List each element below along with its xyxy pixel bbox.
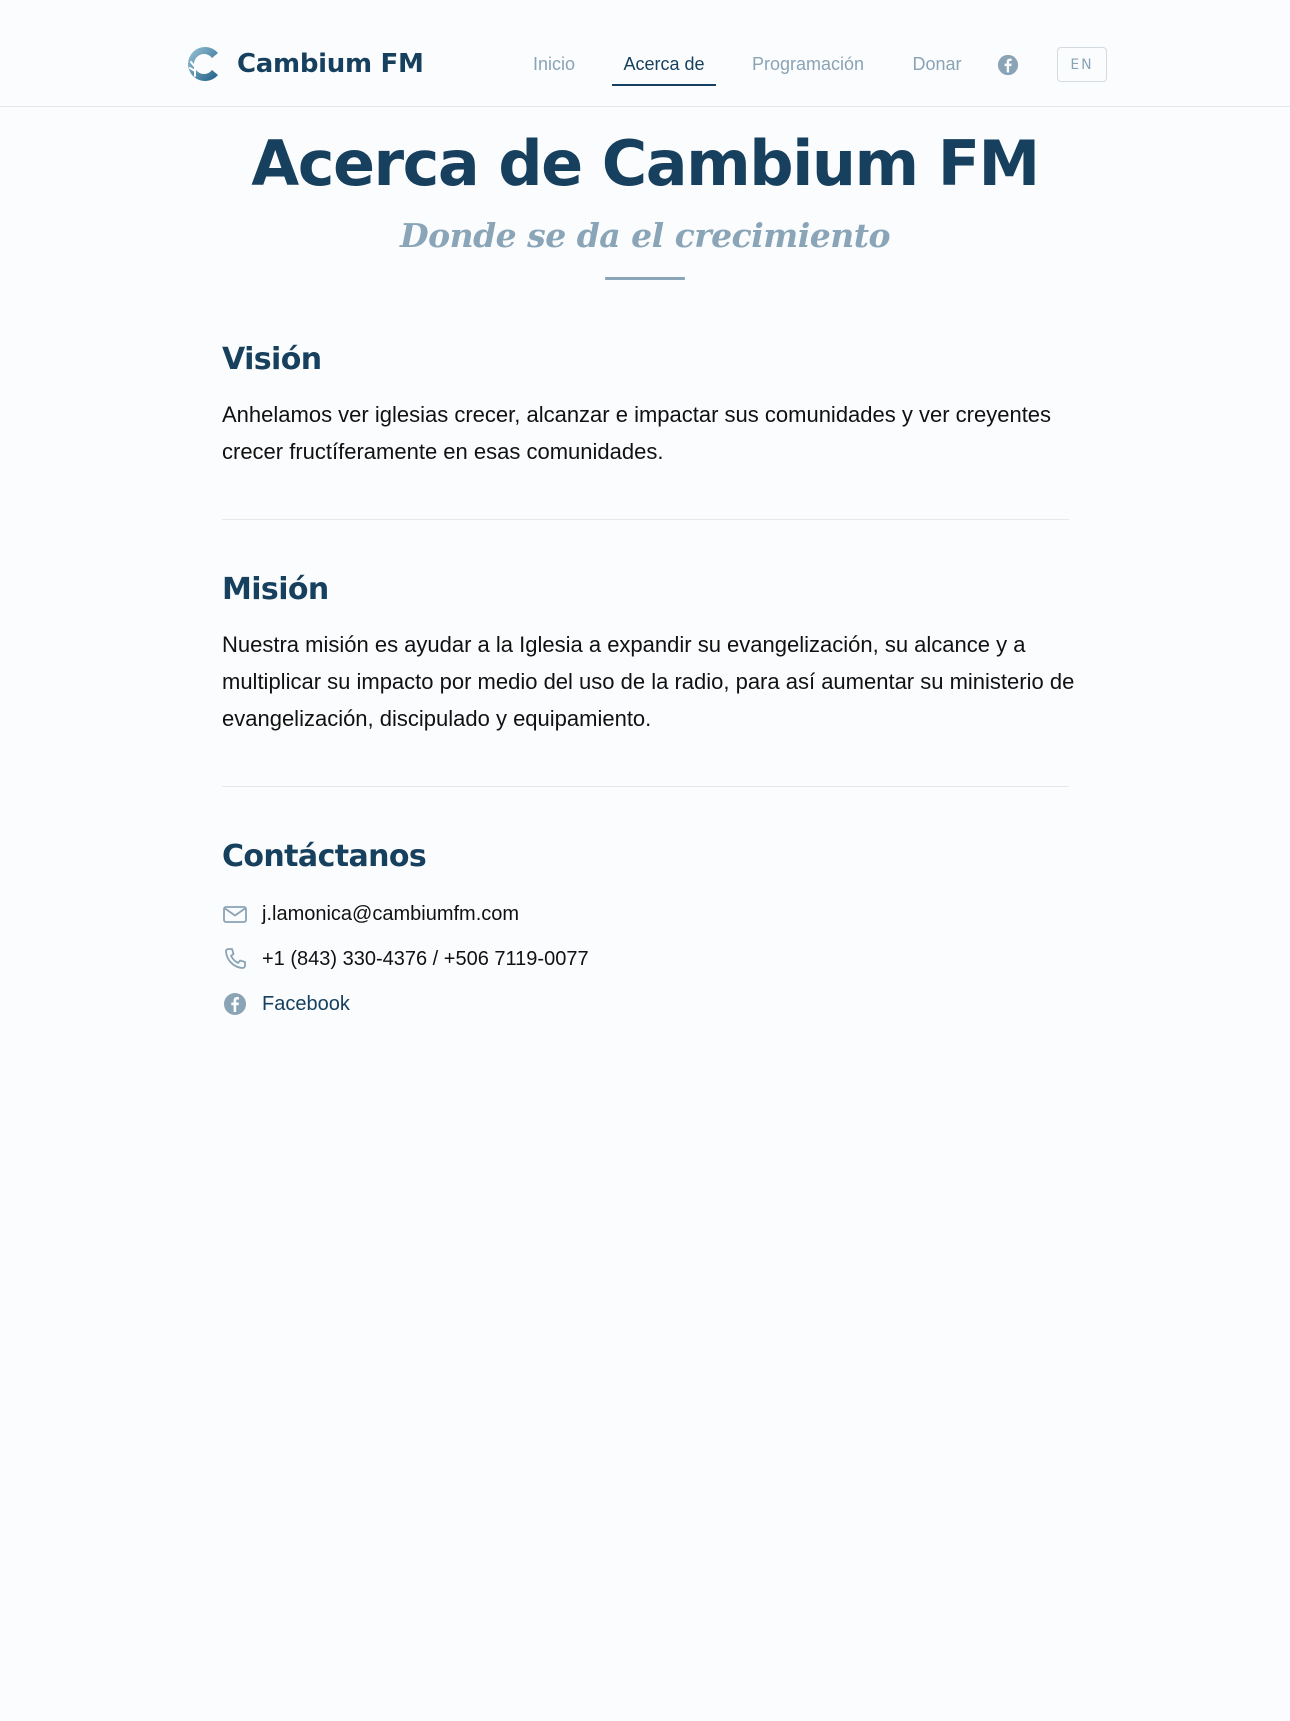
contact-phone-row — [222, 943, 589, 975]
contact-email[interactable]: j.lamonica@cambiumfm.com — [262, 902, 520, 925]
vision-text: Anhelamos ver iglesias crecer, alcanzar e impactar sus comunidades y ver creyentes crecer fructíferamente en esas comunidades. — [222, 402, 1052, 464]
language-toggle-button[interactable]: EN — [1057, 47, 1107, 82]
facebook-icon[interactable] — [997, 54, 1019, 76]
site-header — [0, 0, 1290, 107]
contact-facebook-row — [222, 988, 350, 1020]
page-subtitle: Donde se da el crecimiento — [399, 216, 890, 255]
page-title: Acerca de Cambium FM — [251, 127, 1039, 200]
nav-item-donar[interactable]: Donar — [912, 54, 962, 74]
brand-name: Cambium FM — [237, 49, 424, 79]
phone-icon — [222, 946, 248, 972]
section-divider — [222, 786, 1069, 787]
nav-item-acerca-de[interactable]: Acerca de — [612, 44, 716, 86]
facebook-icon — [222, 991, 248, 1017]
mail-icon — [222, 901, 248, 927]
section-divider — [222, 519, 1069, 520]
vision-heading: Visión — [222, 342, 322, 377]
mission-heading: Misión — [222, 572, 329, 607]
contact-heading: Contáctanos — [222, 839, 427, 874]
mission-text: Nuestra misión es ayudar a la Iglesia a expandir su evangelización, su alcance y a multiplicar su impacto por medio del uso de la radio, para así aumentar su ministerio de evangelización, discipulado y equipamiento. — [222, 632, 1075, 731]
nav-item-inicio[interactable]: Inicio — [532, 54, 576, 74]
contact-email-row — [222, 898, 519, 930]
contact-facebook-link[interactable]: Facebook — [262, 992, 350, 1015]
contact-phone[interactable]: +1 (843) 330-4376 / +506 7119-0077 — [262, 947, 589, 970]
title-underline — [605, 277, 685, 280]
nav-item-programacion[interactable]: Programación — [751, 54, 865, 74]
